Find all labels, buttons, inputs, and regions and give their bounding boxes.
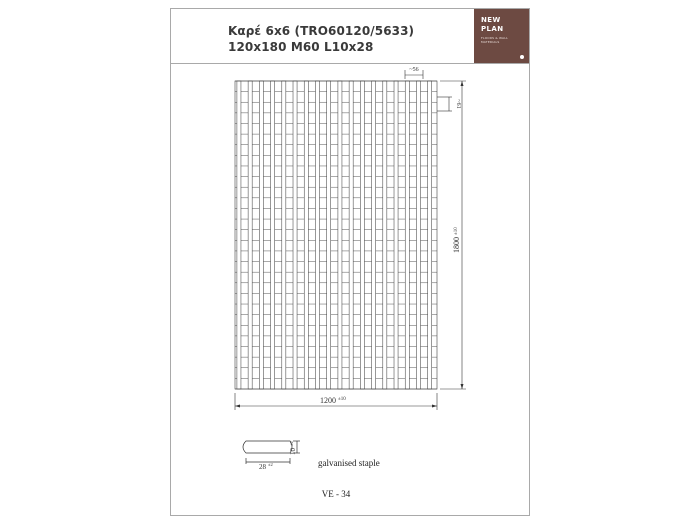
- vertical-bar: [237, 81, 241, 389]
- overall-height-dimension: [440, 81, 466, 389]
- vertical-bar: [259, 81, 263, 389]
- staple-height-tolerance: ±2: [289, 441, 294, 446]
- vertical-bar: [248, 81, 252, 389]
- vertical-bar: [271, 81, 275, 389]
- cell-height-label: ~61: [455, 99, 461, 109]
- vertical-bar: [338, 81, 342, 389]
- vertical-bar: [394, 81, 398, 389]
- vertical-bar: [372, 81, 376, 389]
- vertical-bar: [327, 81, 331, 389]
- overall-width-tolerance: ±10: [338, 397, 346, 402]
- overall-width-dimension: [235, 393, 437, 410]
- sheet-code: VE - 34: [321, 489, 351, 499]
- mesh-grid: [235, 81, 437, 389]
- overall-height-tolerance: ±10: [454, 227, 459, 235]
- vertical-bar: [293, 81, 297, 389]
- cell-width-label: ~56: [409, 67, 419, 73]
- cell-height-dimension: [437, 97, 452, 111]
- staple-outline: [243, 441, 292, 453]
- vertical-bar: [405, 81, 409, 389]
- overall-width-value: 1200: [320, 396, 336, 405]
- overall-height-label: [452, 227, 461, 253]
- logo-tagline: FLOORS & WALL MATERIALS: [481, 36, 509, 44]
- staple-width-tolerance: ±2: [268, 462, 273, 467]
- staple-height-value: 10: [289, 448, 297, 455]
- logo-word-new: NEW: [481, 16, 501, 24]
- vertical-bar: [282, 81, 286, 389]
- title-line-1: Καρέ 6x6 (TRO60120/5633): [228, 24, 415, 38]
- vertical-bar: [360, 81, 364, 389]
- vertical-bar: [428, 81, 432, 389]
- overall-height-value: 1800: [452, 237, 461, 253]
- vertical-bar: [315, 81, 319, 389]
- staple-height-label: [289, 441, 297, 455]
- vertical-bar: [349, 81, 353, 389]
- vertical-bar: [416, 81, 420, 389]
- staple-width-label: [259, 462, 273, 471]
- staple-label: galvanised staple: [318, 458, 380, 468]
- title-line-2: 120x180 M60 L10x28: [228, 40, 374, 54]
- vertical-bar: [383, 81, 387, 389]
- staple-width-value: 28: [259, 463, 266, 471]
- logo-word-plan: PLAN: [481, 25, 504, 33]
- vertical-bar: [304, 81, 308, 389]
